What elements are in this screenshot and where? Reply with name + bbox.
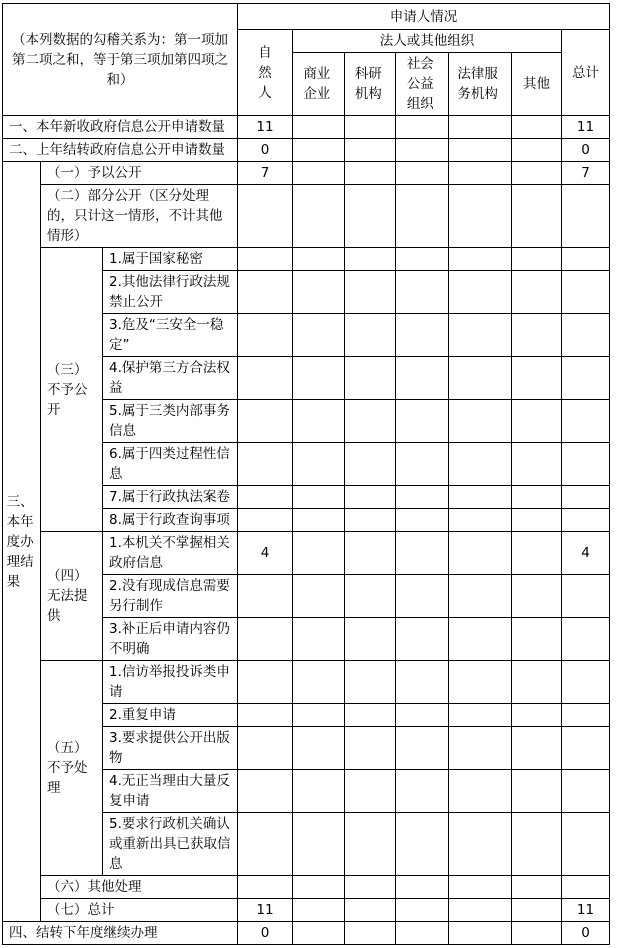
header-legal-org-group: 法人或其他组织 (293, 30, 562, 53)
value-cell (238, 443, 293, 486)
table-row (3, 185, 610, 248)
value-cell (238, 248, 293, 271)
value-cell (396, 509, 449, 532)
row-label: （六）其他处理 (41, 876, 238, 899)
header-note: （本列数据的勾稽关系为：第一项加第二项之和，等于第三项加第四项之和） (3, 4, 238, 116)
value-cell (396, 248, 449, 271)
value-cell (396, 618, 449, 661)
value-cell (396, 162, 449, 185)
value-cell (396, 357, 449, 400)
value-cell (293, 770, 345, 813)
value-cell (345, 618, 396, 661)
value-cell (345, 357, 396, 400)
value-cell (293, 314, 345, 357)
value-cell (562, 443, 610, 486)
value-cell (345, 486, 396, 509)
value-cell (345, 770, 396, 813)
value-cell (562, 509, 610, 532)
row-label: 8.属于行政查询事项 (103, 509, 238, 532)
value-cell (238, 400, 293, 443)
value-cell (449, 314, 512, 357)
value-cell (238, 271, 293, 314)
value-cell (449, 770, 512, 813)
value-cell (396, 813, 449, 876)
header-natural-person (238, 30, 293, 116)
value-cell (562, 271, 610, 314)
value-cell (293, 618, 345, 661)
value-cell: 0 (562, 139, 610, 162)
value-cell (512, 876, 562, 899)
row-label: 5.属于三类内部事务信息 (103, 400, 238, 443)
value-cell: 11 (238, 116, 293, 139)
header-row-1 (3, 4, 610, 30)
table-row (3, 139, 610, 162)
row-label: 3.危及“三安全一稳定” (103, 314, 238, 357)
value-cell (512, 486, 562, 509)
value-cell (396, 185, 449, 248)
value-cell (562, 618, 610, 661)
table-row (3, 116, 610, 139)
value-cell (345, 922, 396, 945)
value-cell (238, 704, 293, 727)
row-label: 7.属于行政执法案卷 (103, 486, 238, 509)
value-cell (293, 922, 345, 945)
value-cell (449, 532, 512, 575)
category-label: （四）无法提供 (41, 532, 103, 661)
value-cell (293, 400, 345, 443)
row-label: 四、结转下年度继续办理 (3, 922, 238, 945)
value-cell: 4 (562, 532, 610, 575)
value-cell (512, 813, 562, 876)
value-cell (345, 443, 396, 486)
header-research-label: 科研机构 (354, 66, 382, 102)
value-cell (512, 357, 562, 400)
value-cell (562, 486, 610, 509)
value-cell (512, 618, 562, 661)
value-cell (512, 248, 562, 271)
header-social-welfare (396, 53, 449, 116)
value-cell (396, 876, 449, 899)
value-cell (449, 139, 512, 162)
value-cell (562, 704, 610, 727)
value-cell (396, 400, 449, 443)
value-cell (293, 704, 345, 727)
row-label: （七）总计 (41, 899, 238, 922)
value-cell: 11 (562, 899, 610, 922)
group-label-text: 三、本年度办理结果 (6, 493, 34, 590)
row-label: 二、上年结转政府信息公开申请数量 (3, 139, 238, 162)
value-cell (293, 876, 345, 899)
row-label: 6.属于四类过程性信息 (103, 443, 238, 486)
header-legal-service (449, 53, 512, 116)
value-cell (238, 727, 293, 770)
value-cell (293, 271, 345, 314)
category-label: （三）不予公开 (41, 248, 103, 532)
value-cell (512, 704, 562, 727)
header-business-label: 商业企业 (303, 66, 331, 102)
row-label: 4.无正当理由大量反复申请 (103, 770, 238, 813)
value-cell (293, 575, 345, 618)
value-cell: 7 (562, 162, 610, 185)
header-legal-service-label: 法律服务机构 (457, 66, 498, 102)
value-cell (345, 704, 396, 727)
value-cell (345, 575, 396, 618)
value-cell (512, 400, 562, 443)
table-row (3, 899, 610, 922)
value-cell (345, 899, 396, 922)
value-cell (562, 185, 610, 248)
value-cell (512, 314, 562, 357)
value-cell (449, 185, 512, 248)
value-cell (396, 314, 449, 357)
value-cell (396, 139, 449, 162)
value-cell (396, 922, 449, 945)
value-cell (449, 486, 512, 509)
value-cell (562, 575, 610, 618)
value-cell: 4 (238, 532, 293, 575)
value-cell (449, 248, 512, 271)
value-cell (238, 509, 293, 532)
value-cell (345, 876, 396, 899)
value-cell (449, 727, 512, 770)
table-header (3, 4, 610, 116)
header-applicant-group: 申请人情况 (238, 4, 610, 30)
table-row (3, 876, 610, 899)
value-cell (449, 443, 512, 486)
value-cell (293, 727, 345, 770)
value-cell (449, 899, 512, 922)
value-cell (449, 400, 512, 443)
value-cell: 7 (238, 162, 293, 185)
value-cell (512, 922, 562, 945)
table-row (3, 248, 610, 271)
value-cell: 11 (562, 116, 610, 139)
value-cell (238, 185, 293, 248)
value-cell (396, 727, 449, 770)
value-cell (293, 116, 345, 139)
row-label: （二）部分公开（区分处理的，只计这一情形，不计其他情形） (41, 185, 238, 248)
value-cell (396, 271, 449, 314)
value-cell (345, 532, 396, 575)
value-cell (449, 661, 512, 704)
row-label: 2.重复申请 (103, 704, 238, 727)
value-cell (293, 443, 345, 486)
value-cell: 0 (238, 139, 293, 162)
value-cell (293, 532, 345, 575)
value-cell (396, 899, 449, 922)
value-cell (293, 813, 345, 876)
value-cell (396, 443, 449, 486)
header-research (345, 53, 396, 116)
value-cell (293, 509, 345, 532)
value-cell (293, 248, 345, 271)
row-label: 3.补正后申请内容仍不明确 (103, 618, 238, 661)
header-total: 总计 (562, 30, 610, 116)
row-label: 2.其他法律行政法规禁止公开 (103, 271, 238, 314)
value-cell (512, 162, 562, 185)
value-cell: 11 (238, 899, 293, 922)
value-cell (345, 271, 396, 314)
table-row (3, 661, 610, 704)
value-cell (512, 532, 562, 575)
value-cell (449, 162, 512, 185)
value-cell (238, 770, 293, 813)
value-cell (345, 727, 396, 770)
value-cell (345, 162, 396, 185)
row-label: 2.没有现成信息需要另行制作 (103, 575, 238, 618)
value-cell (562, 357, 610, 400)
table-row (3, 922, 610, 945)
value-cell (562, 813, 610, 876)
value-cell (293, 357, 345, 400)
value-cell (449, 575, 512, 618)
value-cell (396, 116, 449, 139)
header-other-label: 其他 (523, 76, 550, 92)
value-cell (238, 813, 293, 876)
value-cell (345, 139, 396, 162)
category-label: （五）不予处理 (41, 661, 103, 876)
header-social-welfare-label: 社会公益组织 (406, 56, 434, 112)
row-label: 3.要求提供公开出版物 (103, 727, 238, 770)
value-cell (293, 486, 345, 509)
value-cell (345, 185, 396, 248)
table-row (3, 532, 610, 575)
value-cell: 0 (562, 922, 610, 945)
table-body (3, 116, 610, 945)
value-cell (562, 400, 610, 443)
group-label (3, 162, 41, 922)
row-label: 1.属于国家秘密 (103, 248, 238, 271)
value-cell (345, 661, 396, 704)
row-label: 1.本机关不掌握相关政府信息 (103, 532, 238, 575)
value-cell (512, 727, 562, 770)
value-cell (512, 139, 562, 162)
value-cell (238, 618, 293, 661)
value-cell (512, 575, 562, 618)
value-cell (345, 314, 396, 357)
value-cell (238, 575, 293, 618)
header-business (293, 53, 345, 116)
value-cell (449, 922, 512, 945)
row-label: 一、本年新收政府信息公开申请数量 (3, 116, 238, 139)
value-cell (562, 248, 610, 271)
value-cell (238, 357, 293, 400)
row-label: （一）予以公开 (41, 162, 238, 185)
value-cell (396, 532, 449, 575)
value-cell (562, 876, 610, 899)
value-cell (345, 400, 396, 443)
value-cell (449, 618, 512, 661)
value-cell (345, 116, 396, 139)
table-row (3, 162, 610, 185)
value-cell (293, 661, 345, 704)
value-cell (293, 139, 345, 162)
value-cell (449, 813, 512, 876)
row-label: 5.要求行政机关确认或重新出具已获取信息 (103, 813, 238, 876)
row-label: 1.信访举报投诉类申请 (103, 661, 238, 704)
value-cell (512, 116, 562, 139)
value-cell (293, 185, 345, 248)
value-cell (396, 704, 449, 727)
value-cell (396, 770, 449, 813)
value-cell (345, 813, 396, 876)
value-cell (449, 271, 512, 314)
value-cell (512, 770, 562, 813)
value-cell (238, 661, 293, 704)
value-cell (345, 248, 396, 271)
value-cell (238, 314, 293, 357)
row-label: 4.保护第三方合法权益 (103, 357, 238, 400)
disclosure-statistics-table (2, 3, 610, 945)
value-cell (512, 185, 562, 248)
value-cell (396, 661, 449, 704)
value-cell (562, 314, 610, 357)
value-cell (449, 704, 512, 727)
value-cell (293, 899, 345, 922)
value-cell (293, 162, 345, 185)
value-cell (512, 509, 562, 532)
value-cell (449, 357, 512, 400)
value-cell (562, 770, 610, 813)
value-cell (345, 509, 396, 532)
header-other (512, 53, 562, 116)
header-natural-person-label: 自然人 (258, 44, 272, 101)
value-cell (512, 271, 562, 314)
value-cell (512, 661, 562, 704)
value-cell (512, 443, 562, 486)
value-cell (449, 509, 512, 532)
value-cell (449, 116, 512, 139)
value-cell (396, 486, 449, 509)
value-cell (449, 876, 512, 899)
value-cell (238, 876, 293, 899)
value-cell (512, 899, 562, 922)
value-cell (396, 575, 449, 618)
value-cell (562, 661, 610, 704)
value-cell (562, 727, 610, 770)
value-cell: 0 (238, 922, 293, 945)
value-cell (238, 486, 293, 509)
